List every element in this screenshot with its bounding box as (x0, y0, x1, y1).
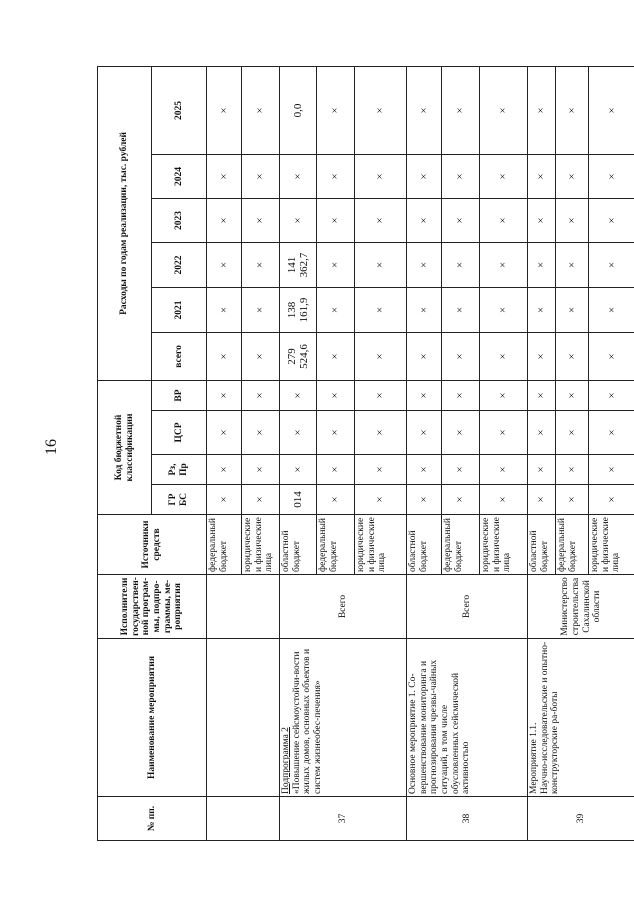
header-rz-pr: Рз, Пр (152, 455, 207, 485)
cell: × (589, 66, 634, 154)
row-num: 38 (407, 797, 528, 841)
cell: × (407, 455, 442, 485)
cell: × (407, 332, 442, 380)
row-name-title: Подпрограмма 2 (281, 727, 291, 794)
cell: × (355, 485, 407, 515)
cell: × (280, 411, 317, 455)
cell: × (280, 455, 317, 485)
cell: × (556, 154, 589, 198)
cell: × (242, 455, 280, 485)
row-name-title: Мероприятие 1.1. (529, 722, 539, 794)
cell: × (528, 66, 556, 154)
row-name (407, 639, 528, 797)
budget-table (97, 66, 634, 841)
rotated-table-frame (97, 67, 622, 841)
header-num: № пп. (98, 797, 207, 841)
cell: 141 362,7 (280, 242, 317, 287)
cell: × (480, 287, 528, 332)
cell: × (589, 287, 634, 332)
cell: × (589, 380, 634, 410)
row-name-text: Основное мероприятие 1. Со-вершенствование мониторинга и прогнозирования чрезвы-чайных ситуаций, в том числе обусловленных сейсмической активностью (408, 659, 472, 794)
header-year: 2021 (152, 287, 207, 332)
cell: 014 (280, 485, 317, 515)
page-number: 16 (43, 439, 60, 455)
cell: × (442, 485, 480, 515)
cell: × (528, 380, 556, 410)
cell: × (207, 485, 242, 515)
cell: × (207, 66, 242, 154)
cell: × (589, 411, 634, 455)
cell: × (355, 66, 407, 154)
cell: × (317, 198, 355, 242)
cell: × (556, 242, 589, 287)
cell: × (442, 287, 480, 332)
cell: × (556, 332, 589, 380)
cell: 0,0 (280, 66, 317, 154)
header-spend-group: Расходы по годам реализации, тыс. рублей (98, 66, 152, 380)
cell: × (317, 66, 355, 154)
cell: × (442, 154, 480, 198)
cell: × (355, 154, 407, 198)
cell: × (407, 198, 442, 242)
header-year: всего (152, 332, 207, 380)
cell: × (480, 485, 528, 515)
cell: × (556, 198, 589, 242)
cell: × (407, 411, 442, 455)
cell: × (528, 242, 556, 287)
cell: × (407, 287, 442, 332)
cell: × (556, 380, 589, 410)
cell: × (207, 332, 242, 380)
cell: × (355, 455, 407, 485)
cell: × (528, 485, 556, 515)
row-source: юридические и физические лица (480, 515, 528, 575)
cell: × (407, 154, 442, 198)
header-csr: ЦСР (152, 411, 207, 455)
cell: × (528, 198, 556, 242)
row-source: областной бюджет (280, 515, 317, 575)
cell: × (442, 455, 480, 485)
cell: × (317, 411, 355, 455)
row-name-text: «Повышение сейсмоустойчи-вости жилых домов, основных объектов и систем жизнеобес-печения» (291, 648, 323, 794)
row-source: юридические и физические лица (589, 515, 634, 575)
cell: × (242, 411, 280, 455)
cell: × (556, 455, 589, 485)
cell: × (480, 198, 528, 242)
table-row (528, 66, 556, 840)
cell: × (556, 66, 589, 154)
cell: × (407, 485, 442, 515)
cell: × (556, 485, 589, 515)
cell: × (528, 411, 556, 455)
header-year: 2023 (152, 198, 207, 242)
cell: × (407, 242, 442, 287)
cell: × (207, 380, 242, 410)
cell: × (480, 380, 528, 410)
cell: × (442, 66, 480, 154)
cell: × (480, 332, 528, 380)
cell: × (528, 332, 556, 380)
cell: × (442, 411, 480, 455)
cell: × (442, 332, 480, 380)
cell: × (528, 455, 556, 485)
cell: × (317, 154, 355, 198)
cell: × (589, 485, 634, 515)
cell: × (207, 198, 242, 242)
row-source: областной бюджет (407, 515, 442, 575)
cell: × (589, 154, 634, 198)
row-executor: Всего (407, 575, 528, 639)
header-gr-bs: ГР БС (152, 485, 207, 515)
header-year: 2025 (152, 66, 207, 154)
header-vr: ВР (152, 380, 207, 410)
cell: × (355, 242, 407, 287)
cell: × (242, 287, 280, 332)
cell: × (556, 287, 589, 332)
header-executor: Исполнители государствен-ной програм-мы, подпро-граммы, ме-роприятия (98, 575, 207, 639)
row-num (207, 797, 280, 841)
row-executor: Всего (280, 575, 407, 639)
header-source: Источники средств (98, 515, 207, 575)
cell: × (355, 411, 407, 455)
header-kbk-group: Код бюджетной классификации (98, 380, 152, 514)
cell: × (589, 198, 634, 242)
cell: × (480, 455, 528, 485)
cell: × (407, 380, 442, 410)
cell: × (355, 332, 407, 380)
cell: × (317, 332, 355, 380)
row-name-text: Научно-исследовательские и опытно-конструкторские ра-боты (539, 641, 561, 794)
cell: 279 524,6 (280, 332, 317, 380)
cell: × (317, 455, 355, 485)
row-name (207, 639, 280, 797)
cell: × (355, 198, 407, 242)
cell: × (355, 380, 407, 410)
row-source: федеральный бюджет (317, 515, 355, 575)
cell: × (589, 332, 634, 380)
row-source: федеральный бюджет (207, 515, 242, 575)
cell: × (207, 411, 242, 455)
cell: × (317, 380, 355, 410)
row-num: 39 (528, 797, 634, 841)
header-year: 2022 (152, 242, 207, 287)
table-row (280, 66, 317, 840)
cell: × (207, 455, 242, 485)
cell: × (242, 198, 280, 242)
row-source: федеральный бюджет (442, 515, 480, 575)
row-source: юридические и физические лица (355, 515, 407, 575)
cell: × (442, 380, 480, 410)
cell: × (207, 154, 242, 198)
cell: × (317, 287, 355, 332)
cell: × (480, 411, 528, 455)
cell: × (242, 154, 280, 198)
row-name (280, 639, 407, 797)
cell: × (528, 154, 556, 198)
row-num: 37 (280, 797, 407, 841)
cell: × (589, 242, 634, 287)
row-executor (207, 575, 280, 639)
cell: × (242, 332, 280, 380)
cell: × (280, 198, 317, 242)
table-container (97, 67, 622, 841)
cell: × (407, 66, 442, 154)
cell: × (528, 287, 556, 332)
header-year: 2024 (152, 154, 207, 198)
cell: × (280, 154, 317, 198)
row-name (528, 639, 634, 797)
cell: × (207, 242, 242, 287)
cell: × (556, 411, 589, 455)
row-source: областной бюджет (528, 515, 556, 575)
cell: × (480, 242, 528, 287)
cell: × (480, 154, 528, 198)
cell: × (242, 66, 280, 154)
cell: × (442, 242, 480, 287)
cell: × (317, 242, 355, 287)
row-executor: Министерство строительства Сахалинской области (528, 575, 634, 639)
row-source: федеральный бюджет (556, 515, 589, 575)
header-name: Наименование мероприятия (98, 639, 207, 797)
cell: × (355, 287, 407, 332)
cell: × (589, 455, 634, 485)
table-row (207, 66, 242, 840)
table-row (407, 66, 442, 840)
cell: × (280, 380, 317, 410)
row-source: юридические и физические лица (242, 515, 280, 575)
cell: × (317, 485, 355, 515)
cell: × (480, 66, 528, 154)
cell: 138 161,9 (280, 287, 317, 332)
cell: × (242, 485, 280, 515)
cell: × (442, 198, 480, 242)
cell: × (207, 287, 242, 332)
cell: × (242, 380, 280, 410)
cell: × (242, 242, 280, 287)
